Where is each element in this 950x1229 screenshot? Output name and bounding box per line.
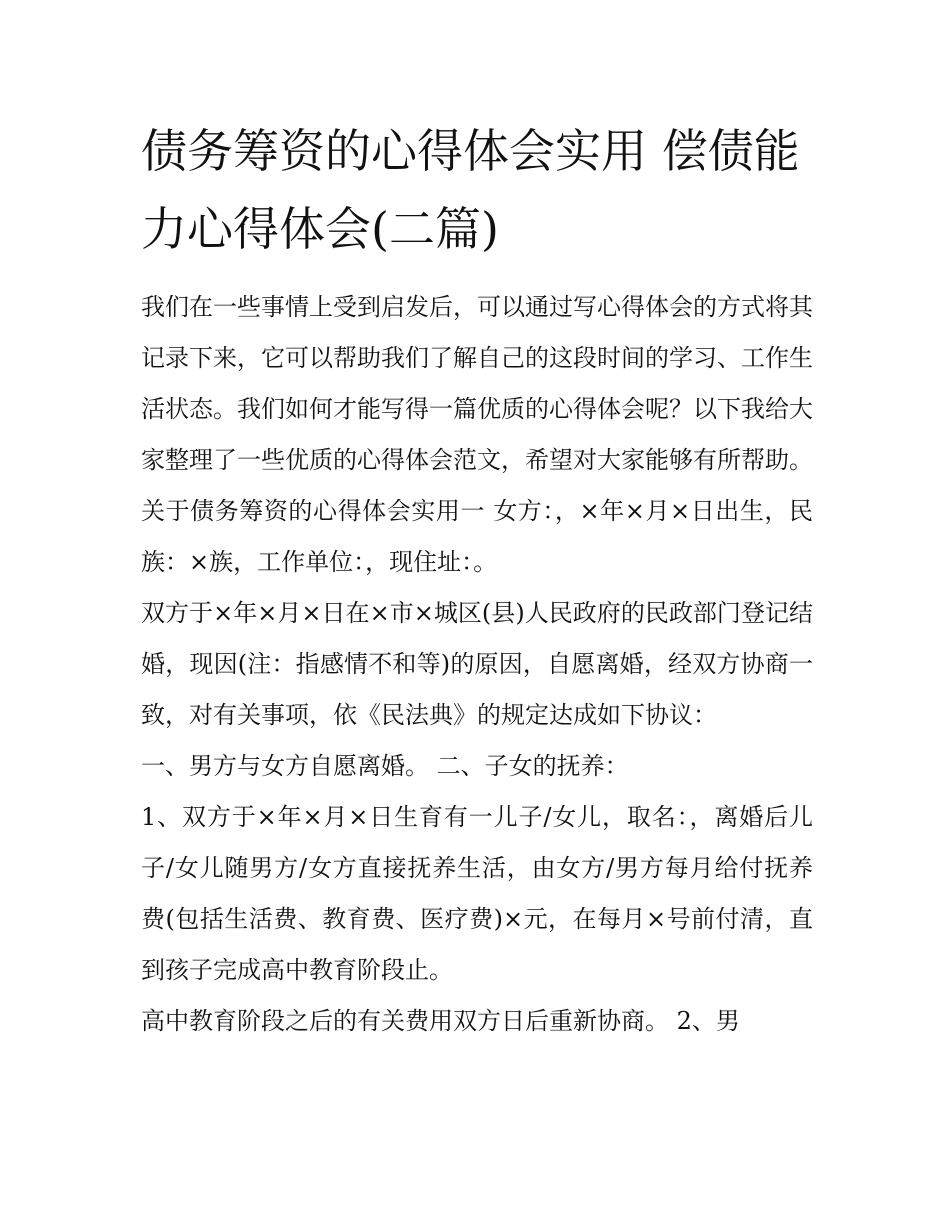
- paragraph-section-one: 关于债务筹资的心得体会实用一 女方：，×年×月×日出生，民族：×族，工作单位：，现住址：。: [141, 497, 813, 576]
- document-page: [141, 112, 813, 1047]
- paragraph-high-school: 高中教育阶段之后的有关费用双方日后重新协商。 2、男: [141, 1007, 740, 1035]
- paragraph-intro: 我们在一些事情上受到启发后，可以通过写心得体会的方式将其记录下来，它可以帮助我们了解自己的这段时间的学习、工作生活状态。我们如何才能写得一篇优质的心得体会呢？以下我给大家整理了一些优质的心得体会范文，希望对大家能够有所帮助。: [141, 293, 813, 474]
- paragraph-registration: 双方于×年×月×日在×市×城区(县)人民政府的民政部门登记结婚，现因(注：指感情不和等)的原因，自愿离婚，经双方协商一致，对有关事项，依《民法典》的规定达成如下协议：: [141, 599, 813, 729]
- document-title: 债务筹资的心得体会实用 偿债能力心得体会(二篇): [141, 124, 800, 256]
- paragraph-child-support: 1、双方于×年×月×日生育有一儿子/女儿，取名：，离婚后儿子/女儿随男方/女方直接抚养生活，由女方/男方每月给付抚养费(包括生活费、教育费、医疗费)×元，在每月×号前付清，直到孩子完成高中教育阶段止。: [141, 803, 813, 984]
- paragraph-clause-one: 一、男方与女方自愿离婚。 二、子女的抚养：: [141, 752, 629, 780]
